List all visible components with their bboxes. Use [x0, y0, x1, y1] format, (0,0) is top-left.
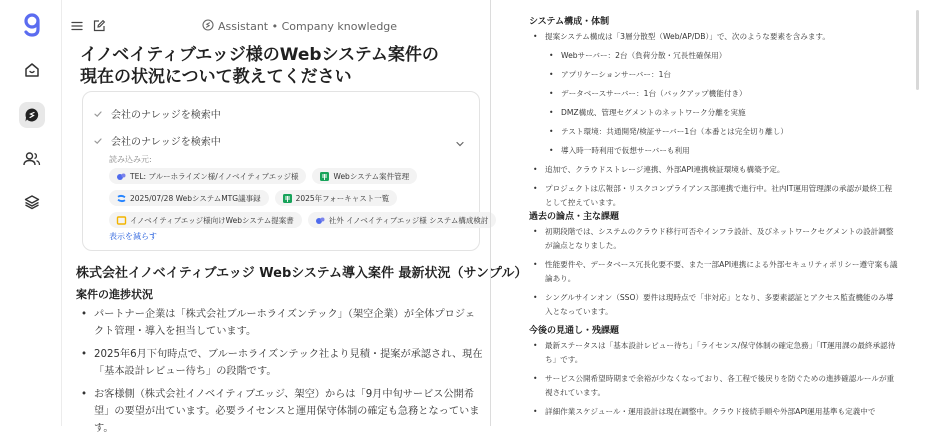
list-item: • アプリケーションサーバー：1台 [531, 68, 899, 82]
left-rail [0, 0, 62, 426]
source-chip-label: イノベイティブエッジ様向けWebシステム提案書 [130, 215, 294, 225]
list-item: • 追加で、クラウドストレージ連携、外部API連携検証環境も構築予定。 [531, 163, 899, 177]
list-item: • お客様側（株式会社イノベイティブエッジ、架空）からは「9月中旬サービス公開希望」の要望が出ています。必要ライセンスと運用保守体制の確定も急務となっています。 [76, 386, 484, 437]
chat-pane [62, 0, 528, 434]
section-list [531, 30, 899, 210]
list-item: • 提案システム構成は「3層分散型（Web/AP/DB）」で、次のような要素を含みます。 [531, 30, 899, 44]
confluence-icon [117, 194, 126, 203]
list-item: • サービス公開希望時期まで余裕が少なくなっており、各工程で後戻りを防ぐための進捗確認ルールが重視されています。 [531, 372, 899, 400]
people-icon[interactable] [19, 146, 45, 172]
source-chip[interactable] [109, 190, 269, 206]
question-line-2: 現在の状況について教えてください [80, 67, 352, 87]
chat-icon[interactable] [19, 102, 45, 128]
source-chip[interactable] [109, 168, 306, 184]
list-item: • 2025年6月下旬時点で、ブルーホライズンテック社より見積・提案が承認され、現在「基本設計レビュー待ち」の段階です。 [76, 346, 484, 380]
search-step-label: 会社のナレッジを検索中 [111, 110, 221, 121]
answer-subtitle: 案件の進捗状況 [76, 288, 153, 301]
list-item: • 詳細作業スケジュール・運用設計は現在調整中。クラウド接続手順や外部API運用基準も定義中で [531, 405, 899, 419]
brand-logo-icon[interactable] [19, 12, 45, 38]
section-list [531, 225, 899, 319]
list-item: • プロジェクトは広報部・リスクコンプライアンス部連携で進行中。社内IT運用管理課の承認が最終工程として控えています。 [531, 182, 899, 210]
sheet-icon [283, 194, 292, 203]
sources-label: 読み込み元: [109, 155, 152, 164]
source-chip[interactable] [109, 212, 302, 228]
teams-icon [316, 216, 325, 225]
source-chip-label: 社外 イノベイティブエッジ様 システム構成検討 [328, 215, 489, 225]
new-chat-icon[interactable] [92, 18, 108, 34]
source-chip-label: TEL: ブルーホライズン様/イノベイティブエッジ様 [130, 171, 299, 181]
answer-bullets [76, 306, 484, 443]
chevron-down-icon[interactable] [455, 134, 465, 144]
assistant-icon [202, 19, 214, 34]
home-icon[interactable] [19, 57, 45, 83]
check-icon [93, 136, 103, 146]
source-chip[interactable] [308, 212, 497, 228]
section-heading: システム構成・体制 [529, 17, 610, 27]
list-item: • 最新ステータスは「基本設計レビュー待ち」「ライセンス/保守体制の確定急務」「IT運用課の最終承認待ち」です。 [531, 339, 899, 367]
source-chip-label: 2025/07/28 WebシステムMTG議事録 [130, 193, 261, 203]
question-title [80, 44, 480, 88]
list-item: • Webサーバー：2台（負荷分散・冗長性確保用） [531, 49, 899, 63]
list-item: • 初期段階では、システムのクラウド移行可否やインフラ設計、及びネットワークセグメントの設計調整が論点となりました。 [531, 225, 899, 253]
list-item: • パートナー企業は「株式会社ブルーホライズンテック」（架空企業）が全体プロジェクト管理・導入を担当しています。 [76, 306, 484, 340]
list-item: • シングルサインオン（SSO）要件は現時点で「非対応」となり、多要素認証とアクセス監査機能のみ導入となっています。 [531, 291, 899, 319]
layers-icon[interactable] [19, 189, 45, 215]
search-step [93, 106, 221, 121]
source-chip[interactable] [275, 190, 398, 206]
show-less-link[interactable]: 表示を減らす [109, 232, 157, 241]
search-progress-card [82, 91, 489, 251]
source-chip[interactable] [312, 168, 417, 184]
assistant-label: Assistant • Company knowledge [218, 20, 398, 33]
section-heading: 過去の論点・主な課題 [529, 212, 620, 222]
slides-icon [117, 216, 126, 225]
question-line-1: イノベイティブエッジ様のWebシステム案件の [80, 45, 439, 65]
search-step[interactable] [93, 133, 221, 148]
source-chips [109, 168, 489, 234]
document-pane [490, 0, 925, 426]
top-bar [62, 14, 490, 40]
assistant-selector[interactable] [202, 19, 397, 34]
sheet-icon [320, 172, 329, 181]
list-item: • データベースサーバー：1台（バックアップ機能付き） [531, 87, 899, 101]
check-icon [93, 109, 103, 119]
section-list [531, 339, 899, 419]
answer-title: 株式会社イノベイティブエッジ Webシステム導入案件 最新状況（サンプル） [76, 266, 528, 281]
teams-icon [117, 172, 126, 181]
list-item: • 導入時一時利用で仮想サーバーも利用 [531, 144, 899, 158]
list-item: • テスト環境：共通開発/検証サーバー1台（本番とは完全切り離し） [531, 125, 899, 139]
section-heading: 今後の見通し・残課題 [529, 326, 620, 336]
search-step-label: 会社のナレッジを検索中 [111, 137, 221, 148]
source-chip-label: Webシステム案件管理 [333, 171, 410, 181]
scrollbar[interactable] [916, 10, 919, 90]
menu-icon[interactable] [70, 18, 86, 34]
source-chip-label: 2025年フォーキャスト一覧 [295, 193, 390, 203]
list-item: • DMZ構成、管理セグメントのネットワーク分離を実施 [531, 106, 899, 120]
list-item: • 性能要件や、データベース冗長化要不要、また一部API連携による外部セキュリティポリシー遵守案も議論あり。 [531, 258, 899, 286]
